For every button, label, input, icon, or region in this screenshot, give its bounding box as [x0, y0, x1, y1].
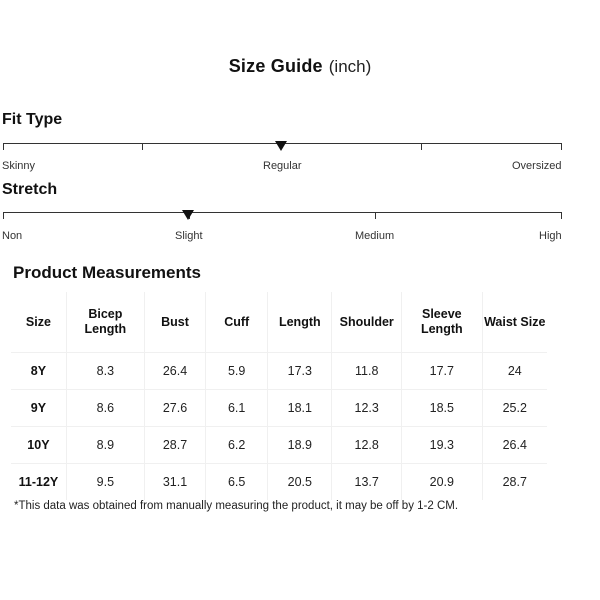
fit-type-heading: Fit Type	[2, 111, 63, 128]
stretch-marker	[182, 210, 194, 220]
stretch-scale	[3, 212, 562, 222]
cell-length: 18.1	[268, 390, 332, 427]
cell-length: 18.9	[268, 427, 332, 464]
header-length: Length	[268, 292, 332, 353]
cell-bust: 27.6	[145, 390, 206, 427]
table-row	[11, 353, 547, 390]
scale-line	[3, 212, 562, 213]
scale-tick	[561, 212, 562, 219]
table-row	[11, 464, 547, 500]
stretch-label-slight: Slight	[175, 230, 203, 242]
scale-tick	[142, 143, 143, 150]
cell-size: 8Y	[11, 353, 67, 390]
header-bust: Bust	[145, 292, 206, 353]
cell-size: 10Y	[11, 427, 67, 464]
measurements-heading: Product Measurements	[13, 263, 201, 282]
cell-length: 17.3	[268, 353, 332, 390]
cell-shoulder: 11.8	[332, 353, 402, 390]
cell-shoulder: 12.3	[332, 390, 402, 427]
table-row	[11, 390, 547, 427]
cell-cuff: 6.1	[206, 390, 268, 427]
measurement-note: *This data was obtained from manually measuring the product, it may be off by 1-2 CM.	[14, 500, 459, 512]
title-unit: (inch)	[328, 57, 372, 76]
header-cuff: Cuff	[206, 292, 268, 353]
cell-sleeve-length: 19.3	[402, 427, 482, 464]
cell-waist-size: 28.7	[502, 475, 527, 489]
header-bicep-length: Bicep Length	[67, 292, 145, 353]
cell-bicep-length: 9.5	[67, 464, 145, 500]
measurements-table	[11, 292, 547, 500]
cell-bust: 31.1	[145, 464, 206, 500]
fit-type-scale	[3, 143, 562, 153]
scale-tick	[3, 143, 4, 150]
cell-cuff: 5.9	[206, 353, 268, 390]
cell-bust: 28.7	[145, 427, 206, 464]
scale-tick	[561, 143, 562, 150]
cell-sleeve-length: 20.9	[402, 464, 482, 500]
cell-bicep-length: 8.6	[67, 390, 145, 427]
fit-label-skinny: Skinny	[2, 160, 36, 172]
table-header-row	[11, 292, 547, 353]
scale-tick	[375, 212, 376, 219]
fit-label-oversized: Oversized	[512, 160, 562, 172]
cell-waist-size: 25.2	[483, 390, 547, 427]
cell-shoulder: 13.7	[332, 464, 402, 500]
cell-size: 9Y	[11, 390, 67, 427]
cell-shoulder: 12.8	[332, 427, 402, 464]
cell-size: 11-12Y	[11, 464, 67, 500]
cell-sleeve-length: 18.5	[402, 390, 482, 427]
fit-type-marker	[275, 141, 287, 151]
cell-bust: 26.4	[145, 353, 206, 390]
table-row	[11, 427, 547, 464]
stretch-heading: Stretch	[2, 181, 58, 198]
stretch-label-medium: Medium	[355, 230, 395, 242]
stretch-label-non: Non	[2, 230, 23, 242]
cell-length: 20.5	[268, 464, 332, 500]
header-sleeve-length: Sleeve Length	[402, 292, 482, 353]
cell-cuff: 6.5	[206, 464, 268, 500]
header-size: Size	[11, 292, 67, 353]
cell-waist-size: 24	[483, 353, 547, 390]
cell-sleeve-length: 17.7	[402, 353, 482, 390]
title-main: Size Guide	[228, 56, 323, 76]
cell-waist-size: 26.4	[483, 427, 547, 464]
fit-label-regular: Regular	[263, 160, 302, 172]
header-shoulder: Shoulder	[332, 292, 402, 353]
stretch-label-high: High	[539, 230, 562, 242]
header-waist-size: Waist Size	[483, 292, 547, 353]
cell-bicep-length: 8.3	[67, 353, 145, 390]
scale-tick	[3, 212, 4, 219]
scale-tick	[421, 143, 422, 150]
cell-bicep-length: 8.9	[67, 427, 145, 464]
page-title	[0, 56, 600, 77]
cell-cuff: 6.2	[206, 427, 268, 464]
